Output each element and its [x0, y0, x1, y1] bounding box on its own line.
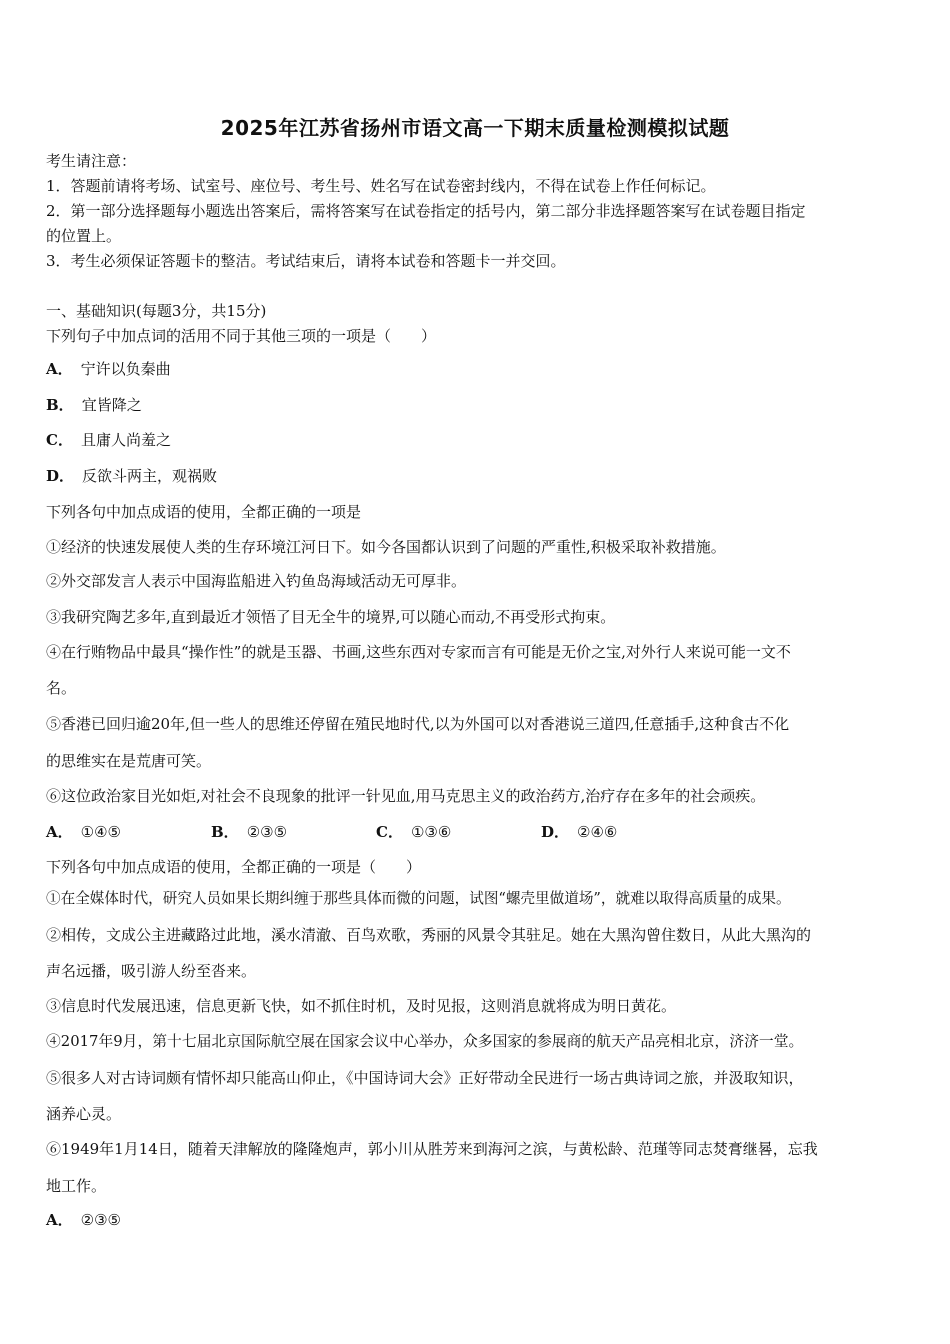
option-text: ①③⑥: [410, 823, 452, 841]
question-3-sentence: 涵养心灵。: [46, 1105, 122, 1123]
question-2-sentence: 的思维实在是荒唐可笑。: [46, 752, 212, 770]
question-3-sentence: ③信息时代发展迅速，信息更新飞快，如不抓住时机，及时见报，这则消息就将成为明日黄花。: [46, 997, 677, 1015]
question-1-option-d: [46, 466, 217, 486]
question-3-sentence: 声名远播，吸引游人纷至沓来。: [46, 962, 257, 980]
question-3-sentence: 地工作。: [46, 1177, 107, 1195]
option-text: ②④⑥: [577, 823, 618, 841]
question-2-sentence: ①经济的快速发展使人类的生存环境江河日下。如今各国都认识到了问题的严重性,积极采取补救措施。: [46, 538, 726, 556]
question-2-sentence: 名。: [46, 679, 77, 697]
question-3-sentence: ①在全媒体时代，研究人员如果长期纠缠于那些具体而微的问题，试图“螺壳里做道场”，就难以取得高质量的成果。: [46, 890, 791, 907]
question-3-sentence: ⑥1949年1月14日，随着天津解放的隆隆炮声，郭小川从胜芳来到海河之滨，与黄松龄、范瑾等同志焚膏继晷，忘我: [46, 1140, 818, 1158]
notice-item: 1．答题前请将考场、试室号、座位号、考生号、姓名写在试卷密封线内，不得在试卷上作任何标记。: [46, 177, 716, 195]
notice-item: 3．考生必须保证答题卡的整洁。考试结束后，请将本试卷和答题卡一并交回。: [46, 252, 566, 270]
option-letter: D．: [541, 823, 570, 841]
option-text: 宜皆降之: [81, 396, 142, 414]
option-letter: C．: [376, 823, 403, 841]
section-heading: 一、基础知识(每题3分，共15分): [46, 302, 267, 320]
question-2-option-c: [376, 822, 541, 842]
question-2-sentence: ②外交部发言人表示中国海监船进入钓鱼岛海域活动无可厚非。: [46, 572, 467, 590]
option-text: 宁许以负秦曲: [80, 360, 171, 378]
question-1-option-c: [46, 430, 171, 450]
question-2-sentence: ④在行贿物品中最具“操作性”的就是玉器、书画,这些东西对专家而言有可能是无价之宝,对外行人来说可能一文不: [46, 643, 791, 661]
question-3-option-a: [46, 1210, 121, 1230]
page-title: 2025年江苏省扬州市语文高一下期末质量检测模拟试题: [220, 116, 730, 140]
question-3-stem: 下列各句中加点成语的使用，全都正确的一项是（ ）: [46, 858, 422, 876]
question-2-options: [46, 822, 706, 842]
question-2-sentence: ⑤香港已回归逾20年,但一些人的思维还停留在殖民地时代,以为外国可以对香港说三道四,任意插手,这种食古不化: [46, 715, 790, 733]
question-2-option-a: [46, 822, 211, 842]
notice-item: 的位置上。: [46, 227, 122, 245]
option-letter: D．: [46, 467, 75, 485]
option-letter: A．: [46, 360, 73, 378]
notice-item: 2．第一部分选择题每小题选出答案后，需将答案写在试卷指定的括号内，第二部分非选择题答案写在试卷题目指定: [46, 202, 806, 220]
question-3-sentence: ④2017年9月，第十七届北京国际航空展在国家会议中心举办，众多国家的参展商的航天产品亮相北京，济济一堂。: [46, 1033, 804, 1050]
notice-heading: 考生请注意：: [46, 152, 137, 170]
option-text: ①④⑤: [80, 823, 121, 841]
option-letter: C．: [46, 431, 73, 449]
question-2-stem: 下列各句中加点成语的使用，全都正确的一项是: [46, 503, 362, 521]
option-text: 反欲斗两主，观祸败: [82, 467, 218, 485]
option-text: ②③⑤: [246, 823, 288, 841]
question-3-sentence: ②相传，文成公主进藏路过此地，溪水清澈、百鸟欢歌，秀丽的风景令其驻足。她在大黑沟曾住数日，从此大黑沟的: [46, 926, 812, 944]
option-letter: B．: [211, 823, 239, 841]
question-2-option-d: [541, 822, 706, 842]
question-2-sentence: ⑥这位政治家目光如炬,对社会不良现象的批评一针见血,用马克思主义的政治药方,治疗存在多年的社会顽疾。: [46, 787, 766, 805]
option-text: ②③⑤: [80, 1211, 121, 1229]
question-1-option-a: [46, 359, 171, 379]
option-letter: A．: [46, 823, 73, 841]
option-text: 且庸人尚羞之: [80, 431, 171, 449]
question-1-option-b: [46, 395, 142, 415]
option-letter: B．: [46, 396, 74, 414]
question-1-stem: 下列句子中加点词的活用不同于其他三项的一项是（ ）: [46, 327, 437, 345]
option-letter: A．: [46, 1211, 73, 1229]
question-3-sentence: ⑤很多人对古诗词颇有情怀却只能高山仰止，《中国诗词大会》正好带动全民进行一场古典诗词之旅，并汲取知识，: [46, 1069, 804, 1087]
question-2-option-b: [211, 822, 376, 842]
question-2-sentence: ③我研究陶艺多年,直到最近才领悟了目无全牛的境界,可以随心而动,不再受形式拘束。: [46, 608, 616, 626]
